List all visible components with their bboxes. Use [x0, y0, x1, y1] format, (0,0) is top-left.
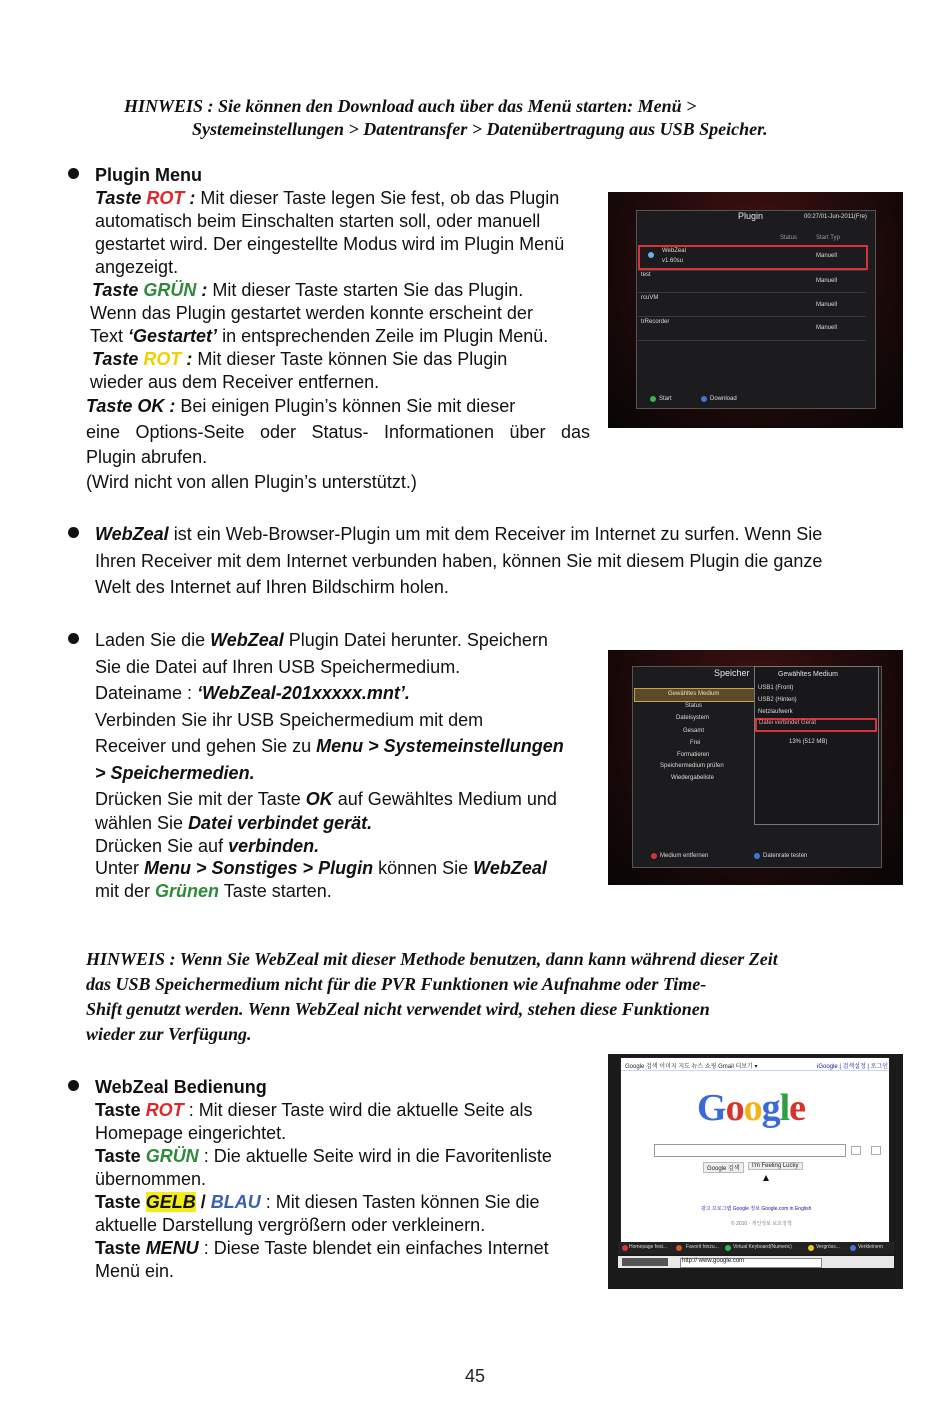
plugin-row-start: Manuell — [816, 253, 838, 259]
browser-viewport — [620, 1057, 890, 1243]
webzeal-browser-screenshot — [608, 1054, 903, 1289]
speicher-popup-item: Datei verbindet Gerät — [759, 720, 817, 726]
webzeal-intro-line-2: Ihren Receiver mit dem Internet verbunden haben, können Sie mit diesem Plugin die ganze — [95, 551, 823, 571]
mouse-cursor-icon — [763, 1175, 769, 1181]
google-top-nav: Google 검색 이미지 지도 뉴스 쇼핑 Gmail 더보기 ▾ — [625, 1064, 758, 1070]
hinweis-2-line-3: Shift genutzt werden. Wenn WebZeal nicht verwendet wird, stehen diese Funktionen — [86, 999, 710, 1019]
bedienung-gelb-line-1: Taste GELB / BLAU : Mit diesen Tasten können Sie die — [95, 1192, 540, 1212]
bedienung-gruen-line-2: übernommen. — [95, 1169, 207, 1189]
blue-button-icon — [850, 1245, 856, 1251]
plugin-rot-line-2: automatisch beim Einschalten starten soll, oder manuell — [95, 211, 541, 231]
plugin-screen-datetime: 00:27/01-Jun-2011(Fre) — [804, 214, 867, 220]
bar-item: Virtual Keyboard(Numeric) — [733, 1244, 792, 1250]
speicher-btn-red: Medium entfernen — [660, 853, 709, 859]
plugin-rot2-line-1: Taste ROT : Mit dieser Taste können Sie das Plugin — [92, 349, 508, 369]
google-copyright: © 2010 · 개인정보 보호정책 — [731, 1221, 792, 1227]
browser-url-text: http:// www.google.com — [682, 1258, 745, 1264]
bar-item: Favorit hinzu... — [686, 1244, 719, 1250]
yellow-button-icon — [676, 1245, 682, 1251]
blue-button-icon — [701, 396, 707, 402]
plugin-rot-line-4: angezeigt. — [95, 257, 179, 277]
plugin-gruen-line-1: Taste GRÜN : Mit dieser Taste starten Sie das Plugin. — [92, 280, 524, 300]
google-search-button[interactable]: Google 검색 — [703, 1162, 744, 1173]
bedienung-menu-line-1: Taste MENU : Diese Taste blendet ein einfaches Internet — [95, 1238, 549, 1258]
webzeal-globe-icon — [648, 252, 654, 258]
plugin-row-start: Manuell — [816, 302, 838, 308]
webzeal-intro-line-3: Welt des Internet auf Ihren Bildschirm holen. — [95, 577, 449, 597]
speicher-popup-item: USB1 (Front) — [758, 685, 794, 691]
plugin-rot-line-3: gestartet wird. Der eingestellte Modus wird im Plugin Menü — [95, 234, 565, 254]
plugin-rot2-line-2: wieder aus dem Receiver entfernen. — [90, 372, 380, 392]
plugin-panel — [636, 210, 876, 409]
bedienung-rot-line-2: Homepage eingerichtet. — [95, 1123, 287, 1143]
green-button-icon — [650, 396, 656, 402]
plugin-btn-download: Download — [710, 396, 737, 402]
hinweis-1-line-1: HINWEIS : Sie können den Download auch über das Menü starten: Menü > — [124, 96, 697, 116]
speicher-left-item: Status — [685, 703, 703, 709]
plugin-row-name: rcuVM — [641, 295, 659, 301]
hinweis-2-line-2: das USB Speichermedium nicht für die PVR Funktionen wie Aufnahme oder Time- — [86, 974, 707, 994]
hinweis-2-line-4: wieder zur Verfügung. — [86, 1024, 252, 1044]
laden-line-7: Drücken Sie mit der Taste OK auf Gewähltes Medium und — [95, 789, 557, 809]
plugin-col-status: Status — [780, 235, 798, 241]
plugin-row-name: trRecorder — [641, 319, 670, 325]
bedienung-menu-line-2: Menü ein. — [95, 1261, 175, 1281]
google-search-input[interactable] — [654, 1144, 846, 1157]
speicher-left-item: Formatieren — [677, 752, 710, 758]
yellow-button-icon — [808, 1245, 814, 1251]
red-button-icon — [651, 853, 657, 859]
bullet-icon — [68, 168, 79, 179]
speicher-left-item: Dateisystem — [676, 715, 710, 721]
bedienung-gelb-line-2: aktuelle Darstellung vergrößern oder verkleinern. — [95, 1215, 486, 1235]
bar-item: Vergröss... — [816, 1244, 840, 1250]
laden-line-5: Receiver und gehen Sie zu Menu > Systemeinstellungen — [95, 736, 564, 756]
plugin-gruen-line-2: Wenn das Plugin gestartet werden konnte erscheint der — [90, 303, 533, 323]
browser-nav-buttons — [622, 1258, 668, 1266]
plugin-ok-line-2: eine Options-Seite oder Status- Informationen über das — [86, 422, 590, 442]
laden-line-6: > Speichermedien. — [95, 763, 255, 783]
bullet-icon — [68, 633, 79, 644]
webzeal-intro-line-1: WebZeal ist ein Web-Browser-Plugin um mit dem Receiver im Internet zu surfen. Wenn Sie — [95, 524, 823, 544]
plugin-rot-line-1: Taste ROT : Mit dieser Taste legen Sie fest, ob das Plugin — [95, 188, 560, 208]
laden-line-4: Verbinden Sie ihr USB Speichermedium mit dem — [95, 710, 484, 730]
plugin-menu-heading: Plugin Menu — [95, 165, 202, 185]
plugin-row-name: test — [641, 272, 651, 278]
blue-button-icon — [754, 853, 760, 859]
red-button-icon — [622, 1245, 628, 1251]
speicher-popup-title: Gewähltes Medium — [778, 671, 838, 678]
speicher-popup-item: USB2 (Hinten) — [758, 697, 797, 703]
laden-line-9: Drücken Sie auf verbinden. — [95, 836, 320, 856]
plugin-row-start: Manuell — [816, 325, 838, 331]
plugin-ok-line-3: Plugin abrufen. — [86, 447, 208, 467]
plugin-btn-start: Start — [659, 396, 672, 402]
laden-line-1: Laden Sie die WebZeal Plugin Datei herunter. Speichern — [95, 630, 548, 650]
hinweis-1-line-2: Systemeinstellungen > Datentransfer > Datenübertragung aus USB Speicher. — [192, 119, 768, 139]
speicher-left-item: Speichermedium prüfen — [660, 763, 724, 769]
speicher-screen-title: Speicher — [714, 668, 750, 678]
google-top-right-links: iGoogle | 검색설정 | 로그인 — [817, 1064, 889, 1070]
bullet-icon — [68, 1080, 79, 1091]
speicher-left-item: Frei — [690, 740, 701, 746]
bullet-icon — [68, 527, 79, 538]
plugin-row-sub: v1.60su — [662, 258, 684, 264]
bedienung-gruen-line-1: Taste GRÜN : Die aktuelle Seite wird in die Favoritenliste — [95, 1146, 552, 1166]
speicher-left-item: Wiedergabeliste — [671, 775, 715, 781]
bedienung-heading: WebZeal Bedienung — [95, 1077, 267, 1097]
laden-line-3: Dateiname : ‘WebZeal-201xxxxx.mnt’. — [95, 683, 410, 703]
laden-line-8: wählen Sie Datei verbindet gerät. — [95, 813, 373, 833]
hinweis-2-line-1: HINWEIS : Wenn Sie WebZeal mit dieser Methode benutzen, dann kann während dieser Zeit — [86, 949, 778, 969]
laden-line-11: mit der Grünen Taste starten. — [95, 881, 332, 901]
speicher-btn-blue: Datenrate testen — [763, 853, 808, 859]
page-number: 45 — [465, 1366, 486, 1386]
laden-line-2: Sie die Datei auf Ihren USB Speichermedium. — [95, 657, 461, 677]
google-logo: Google — [697, 1087, 805, 1129]
plugin-gruen-line-3: Text ‘Gestartet’ in entsprechenden Zeile im Plugin Menü. — [90, 326, 549, 346]
plugin-row-name: WebZeal — [662, 248, 686, 254]
plugin-menu-screenshot — [608, 192, 903, 428]
bar-item: Homepage fest... — [629, 1244, 668, 1250]
google-bottom-links: 광고 프로그램 Google 정보 Google.com in English — [701, 1206, 812, 1212]
speicher-screenshot — [608, 650, 903, 885]
speicher-popup-item: Netzlaufwerk — [758, 709, 793, 715]
plugin-row-start: Manuell — [816, 278, 838, 284]
feeling-lucky-button[interactable]: I'm Feeling Lucky — [748, 1162, 803, 1170]
bar-item: Verkleinern — [858, 1244, 884, 1250]
plugin-col-start: Start Typ — [816, 235, 840, 241]
laden-line-10: Unter Menu > Sonstiges > Plugin können Sie WebZeal — [95, 858, 547, 878]
speicher-left-item: Gewähltes Medium — [668, 691, 720, 697]
plugin-ok-line-1: Taste OK : Bei einigen Plugin’s können Sie mit dieser — [86, 396, 516, 416]
green-button-icon — [725, 1245, 731, 1251]
speicher-free-value: 13% (512 MB) — [789, 739, 828, 745]
plugin-ok-line-4: (Wird nicht von allen Plugin’s unterstützt.) — [86, 472, 417, 492]
speicher-left-item: Gesamt — [683, 728, 705, 734]
bedienung-rot-line-1: Taste ROT : Mit dieser Taste wird die aktuelle Seite als — [95, 1100, 533, 1120]
plugin-screen-title: Plugin — [738, 211, 764, 221]
